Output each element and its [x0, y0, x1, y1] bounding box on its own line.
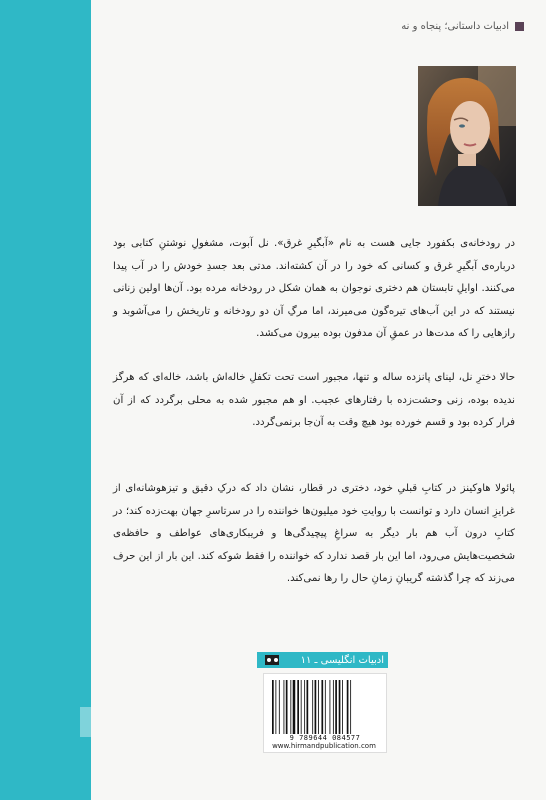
publisher-website: www.hirmandpublication.com — [272, 742, 376, 750]
cyan-side-stripe — [0, 0, 91, 800]
synopsis-paragraph-1: در رودخانه‌ی بکفورد جایی هست به نام «آبگیرِ غرق». نل آبوت، مشغولِ نوشتنِ کتابی بود درباره‌ی آبگیرِ غرق و کسانی که خود را در آن کشته‌اند. مدتی بعد جسدِ خودش را در آب پیدا می‌کنند. اوایلِ تابستان هم دختری نوجوان به همان شکل در رودخانه مرده بود. آن‌ها اولین زنانی نیستند که در این آب‌های تیره‌گون می‌میرند، اما مرگِ آن دو رودخانه و تاریخش را می‌آشوبد و رازهایی را که مدت‌ها در عمقِ آن مدفون بوده بیرون می‌کشد. — [113, 238, 515, 340]
stripe-notch — [80, 707, 91, 737]
barcode-icon — [270, 680, 380, 734]
series-box-label: ادبیات انگلیسی ـ ۱۱ — [300, 654, 384, 666]
series-label: ادبیات داستانی؛ پنجاه و نه — [401, 21, 509, 32]
series-header — [401, 21, 524, 32]
synopsis-paragraph-3: پائولا هاوکینز در کتابِ قبلیِ خود، دختری در قطار، نشان داد که درکِ دقیق و تیزهوشانه‌ای از غرایزِ انسان دارد و توانست با روایتِ خود میلیون‌ها خواننده را در سرتاسرِ جهان بهت‌زده کند؛ در کتابِ درون آب هم بار دیگر به سراغِ پیچیدگی‌ها و فریبکاری‌های عواطف و حافظه‌ی شخصیت‌هایش می‌رود، اما این بار قصد ندارد که خواننده را فقط شوکه کند. این بار از این حرف می‌زند که چرا گذشته گریبانِ زمانِ حال را رها نمی‌کند. — [113, 483, 515, 585]
synopsis-paragraph-2: حالا دخترِ نل، لینای پانزده ساله و تنها، مجبور است تحت تکفلِ خاله‌اش باشد، خاله‌ای که هرگز ندیده بوده، زنی وحشت‌زده با رفتارهای عجیب. او هم مجبور شده به محلی برگردد که از آن فرار کرده بود و قسم خورده بود هیچ وقت به آن‌جا برنمی‌گردد. — [113, 372, 515, 429]
author-photo-illustration — [418, 66, 516, 206]
author-photo — [418, 66, 516, 206]
series-box — [257, 652, 388, 668]
series-square-icon — [515, 22, 524, 31]
barcode-box — [263, 673, 387, 753]
isbn-number: 9 789644 084577 — [289, 734, 361, 742]
publisher-logo-icon — [265, 655, 279, 665]
